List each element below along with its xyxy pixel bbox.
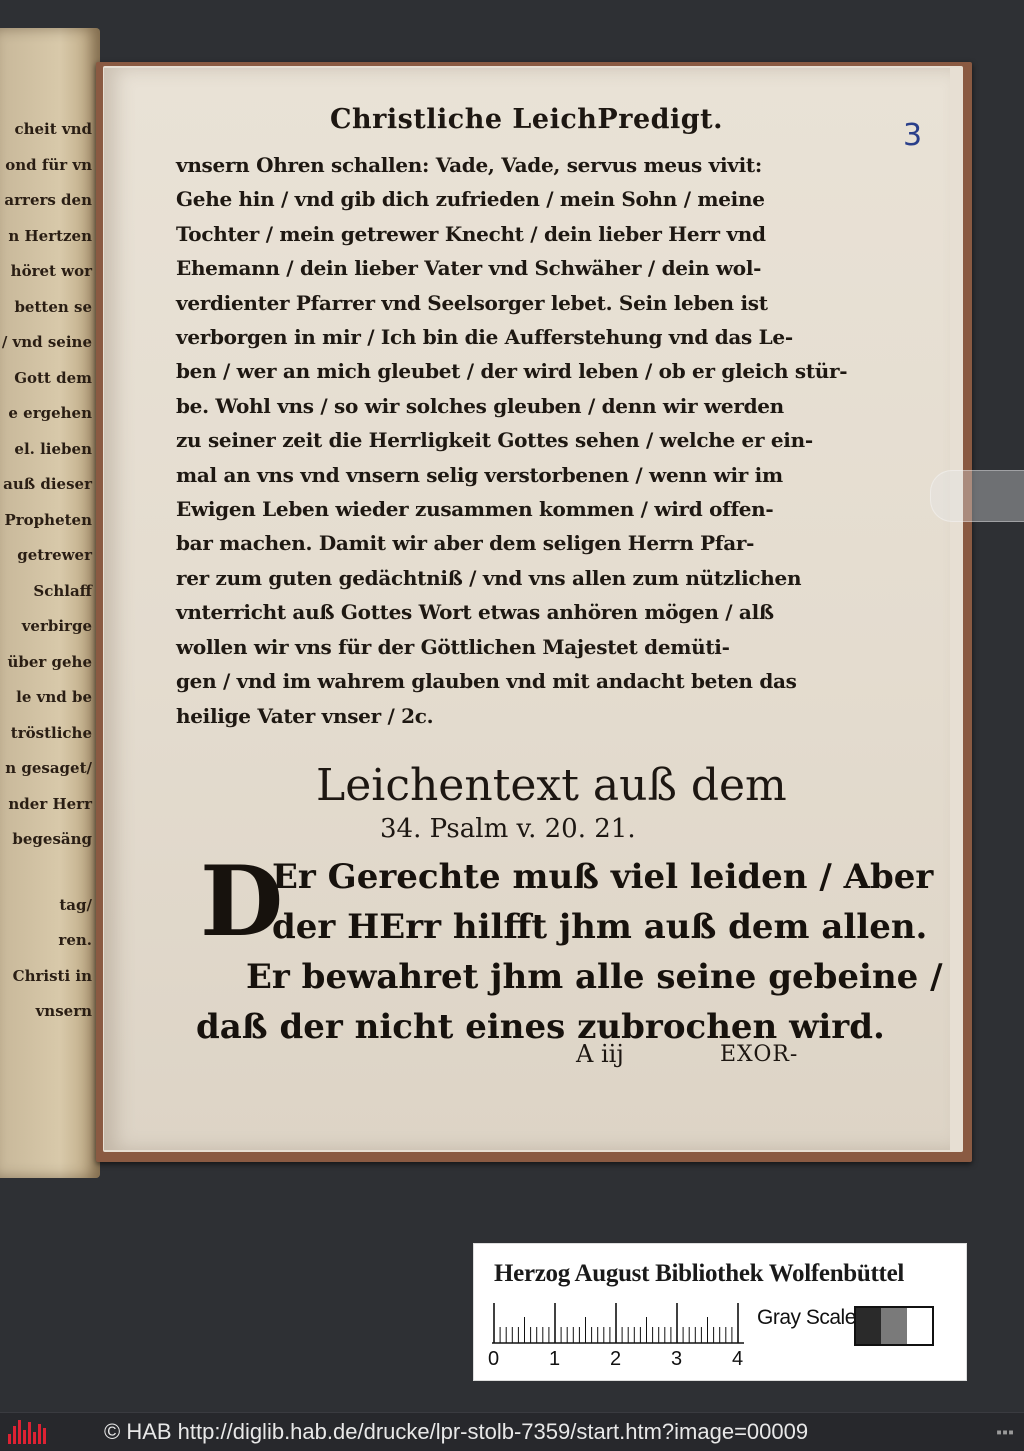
left-page-fragment: e ergehen — [8, 404, 92, 422]
verse-line: Er Gerechte muß viel leiden / Aber — [272, 857, 934, 897]
left-page-fragment: vnsern — [35, 1002, 92, 1020]
footer-bar — [0, 1412, 1024, 1451]
verse-line: der HErr hilfft jhm auß dem allen. — [272, 907, 928, 947]
body-line: zu seiner zeit die Herrligkeit Gottes sehen / welche er ein- — [176, 428, 813, 453]
left-page-fragment: le vnd be — [16, 688, 92, 706]
left-page-fragment: n Hertzen — [8, 226, 92, 245]
hab-logo-icon — [8, 1420, 48, 1444]
library-label — [474, 1244, 966, 1380]
left-page-fragment: ren. — [58, 931, 92, 949]
left-page-fragment: tröstliche — [10, 723, 92, 742]
catchword: EXOR- — [720, 1042, 799, 1067]
left-page-fragment: tag/ — [59, 895, 92, 914]
body-line: mal an vns vnd vnsern selig verstorbenen / wenn wir im — [176, 462, 783, 487]
section-heading: Leichentext auß dem — [316, 760, 787, 811]
left-page-fragment: nder Herr — [8, 794, 92, 813]
left-page-fragment: ond für vn — [5, 155, 92, 174]
copyright-url: © HAB http://diglib.hab.de/drucke/lpr-stolb-7359/start.htm?image=00009 — [104, 1419, 809, 1444]
psalm-reference: 34. Psalm v. 20. 21. — [380, 814, 636, 844]
body-line: wollen wir vns für der Göttlichen Majestet demüti- — [176, 634, 730, 659]
body-line: vnsern Ohren schallen: Vade, Vade, servus meus vivit: — [176, 153, 762, 177]
body-line: be. Wohl vns / so wir solches gleuben / denn wir werden — [176, 393, 784, 418]
left-page-fragment: betten se — [14, 297, 92, 316]
body-line: vnterricht auß Gottes Wort etwas anhören mögen / alß — [176, 600, 774, 625]
gray-swatch — [881, 1308, 906, 1344]
signature-mark: A iij — [576, 1040, 624, 1068]
body-line: Gehe hin / vnd gib dich zufrieden / mein Sohn / meine — [176, 187, 765, 212]
left-page-fragment: begesäng — [12, 830, 92, 848]
left-page-fragment: Propheten — [4, 510, 92, 529]
facing-left-page — [0, 28, 100, 1178]
library-title: Herzog August Bibliothek Wolfenbüttel — [494, 1260, 905, 1287]
verse-line: daß der nicht eines zubrochen wird. — [196, 1007, 885, 1047]
body-line: bar machen. Damit wir aber dem seligen Herrn Pfar- — [176, 531, 755, 556]
ruler-number: 1 — [549, 1348, 561, 1370]
body-line: Ewigen Leben wieder zusammen kommen / wird offen- — [176, 497, 774, 522]
left-page-fragment: Schlaff — [33, 581, 92, 600]
page-clip — [930, 470, 1024, 522]
body-line: verborgen in mir / Ich bin die Aufferstehung vnd das Le- — [176, 325, 793, 350]
ruler-scale — [492, 1300, 744, 1344]
drop-cap: D — [200, 845, 284, 958]
gray-scale-label: Gray Scale — [757, 1306, 856, 1329]
psalm-verse — [196, 845, 943, 1052]
body-line: Tochter / mein getrewer Knecht / dein lieber Herr vnd — [176, 221, 766, 246]
left-page-fragment: n gesaget/ — [5, 759, 92, 777]
ruler-number: 0 — [488, 1348, 500, 1370]
running-head: Christliche LeichPredigt. — [330, 104, 724, 135]
gray-swatch — [856, 1308, 881, 1344]
body-line: rer zum guten gedächtniß / vnd vns allen zum nützlichen — [176, 565, 802, 590]
left-page-fragment: höret wor — [10, 262, 92, 280]
gray-swatch — [907, 1308, 932, 1344]
left-page-fragment: getrewer — [17, 546, 92, 564]
left-page-fragment: cheit vnd — [14, 120, 92, 138]
left-page-fragment: auß dieser — [3, 475, 92, 493]
gray-scale-swatches — [854, 1306, 934, 1346]
verse-line: Er bewahret jhm alle seine gebeine / — [246, 957, 943, 997]
ruler-number: 4 — [732, 1348, 744, 1370]
ruler-number: 3 — [671, 1348, 683, 1370]
ruler-number: 2 — [610, 1348, 622, 1370]
page-number: 3 — [903, 118, 923, 153]
left-page-fragment: / vnd seine — [1, 333, 92, 351]
body-line: heilige Vater vnser / 2c. — [176, 703, 434, 728]
footer-dots-icon: ▪▪▪ — [995, 1427, 1014, 1438]
left-page-fragment: arrers den — [4, 191, 92, 209]
left-page-fragment: über gehe — [7, 652, 92, 671]
left-page-fragment: Gott dem — [14, 368, 92, 387]
body-text — [176, 148, 848, 733]
body-line: Ehemann / dein lieber Vater vnd Schwäher / dein wol- — [176, 256, 762, 281]
left-page-fragment: Christi in — [12, 966, 92, 985]
left-page-fragment: verbirge — [21, 617, 92, 635]
body-line: verdienter Pfarrer vnd Seelsorger lebet. Sein leben ist — [176, 290, 768, 315]
body-line: gen / vnd im wahrem glauben vnd mit andacht beten das — [176, 669, 797, 694]
left-page-fragment: el. lieben — [14, 439, 92, 458]
body-line: ben / wer an mich gleubet / der wird leben / ob er gleich stür- — [176, 359, 848, 384]
